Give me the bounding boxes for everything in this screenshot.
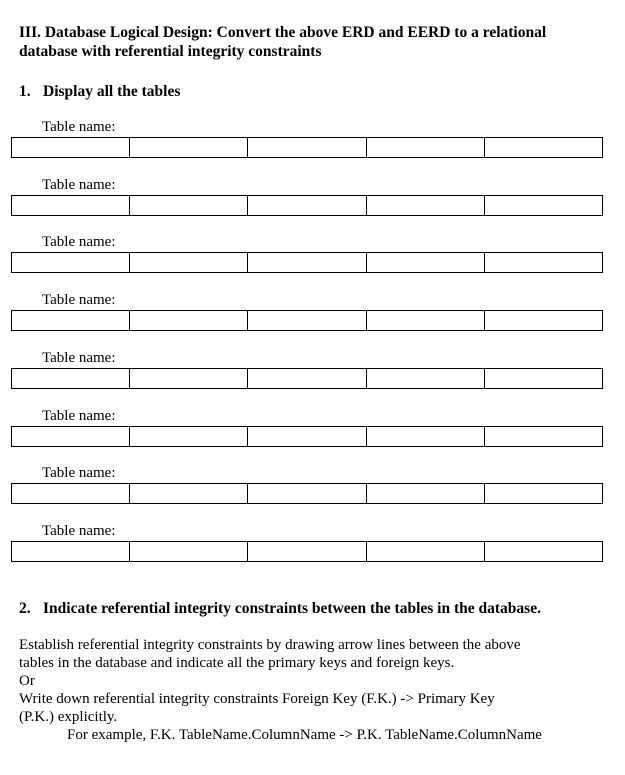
table-cell[interactable] [485, 311, 602, 330]
table-cell[interactable] [367, 311, 485, 330]
table-cell[interactable] [130, 311, 248, 330]
table-row [11, 483, 603, 504]
table-cell[interactable] [485, 253, 602, 272]
table-name-label: Table name: [42, 465, 116, 481]
table-row [11, 541, 603, 562]
table-name-label: Table name: [42, 292, 116, 308]
table-cell[interactable] [248, 427, 366, 446]
table-cell[interactable] [367, 196, 485, 215]
table-cell[interactable] [367, 484, 485, 503]
question-2-instructions [19, 636, 609, 744]
table-cell[interactable] [248, 542, 366, 561]
table-cell[interactable] [12, 311, 130, 330]
table-row [11, 426, 603, 447]
table-cell[interactable] [248, 196, 366, 215]
table-cell[interactable] [248, 369, 366, 388]
table-cell[interactable] [485, 427, 602, 446]
question-1-number: 1. [19, 83, 31, 100]
table-cell[interactable] [485, 196, 602, 215]
question-1-heading [19, 82, 180, 101]
table-cell[interactable] [12, 427, 130, 446]
table-cell[interactable] [130, 542, 248, 561]
table-cell[interactable] [367, 138, 485, 157]
instruction-line: (P.K.) explicitly. [19, 709, 118, 725]
question-1-title: Display all the tables [43, 83, 181, 100]
table-row [11, 252, 603, 273]
table-cell[interactable] [367, 542, 485, 561]
table-name-label: Table name: [42, 408, 116, 424]
table-cell[interactable] [248, 253, 366, 272]
question-2-title: Indicate referential integrity constraints between the tables in the database. [43, 600, 541, 617]
table-cell[interactable] [12, 253, 130, 272]
instruction-line: Write down referential integrity constraints Foreign Key (F.K.) -> Primary Key [19, 691, 495, 707]
section-heading-line-2: database with referential integrity constraints [19, 43, 322, 60]
question-2-heading [19, 599, 541, 618]
table-cell[interactable] [12, 542, 130, 561]
table-cell[interactable] [248, 484, 366, 503]
table-cell[interactable] [130, 427, 248, 446]
table-cell[interactable] [248, 311, 366, 330]
question-2-number: 2. [19, 600, 31, 617]
example-line: For example, F.K. TableName.ColumnName -> P.K. TableName.ColumnName [67, 727, 542, 743]
table-name-label: Table name: [42, 234, 116, 250]
table-cell[interactable] [130, 369, 248, 388]
instruction-line: Establish referential integrity constraints by drawing arrow lines between the above [19, 637, 521, 653]
instruction-line: tables in the database and indicate all the primary keys and foreign keys. [19, 655, 455, 671]
table-cell[interactable] [367, 253, 485, 272]
table-name-label: Table name: [42, 177, 116, 193]
table-row [11, 137, 603, 158]
table-name-label: Table name: [42, 350, 116, 366]
table-cell[interactable] [248, 138, 366, 157]
table-row [11, 195, 603, 216]
table-cell[interactable] [485, 542, 602, 561]
table-name-label: Table name: [42, 523, 116, 539]
table-cell[interactable] [485, 484, 602, 503]
table-row [11, 368, 603, 389]
section-heading [19, 23, 609, 61]
table-row [11, 310, 603, 331]
table-cell[interactable] [485, 369, 602, 388]
table-cell[interactable] [130, 196, 248, 215]
section-heading-line-1: III. Database Logical Design: Convert the above ERD and EERD to a relational [19, 24, 547, 41]
table-cell[interactable] [130, 484, 248, 503]
table-cell[interactable] [12, 484, 130, 503]
table-cell[interactable] [12, 196, 130, 215]
table-cell[interactable] [367, 369, 485, 388]
table-cell[interactable] [130, 253, 248, 272]
table-name-label: Table name: [42, 119, 116, 135]
table-cell[interactable] [485, 138, 602, 157]
instruction-line: Or [19, 673, 35, 689]
table-cell[interactable] [130, 138, 248, 157]
table-cell[interactable] [367, 427, 485, 446]
table-cell[interactable] [12, 369, 130, 388]
table-cell[interactable] [12, 138, 130, 157]
